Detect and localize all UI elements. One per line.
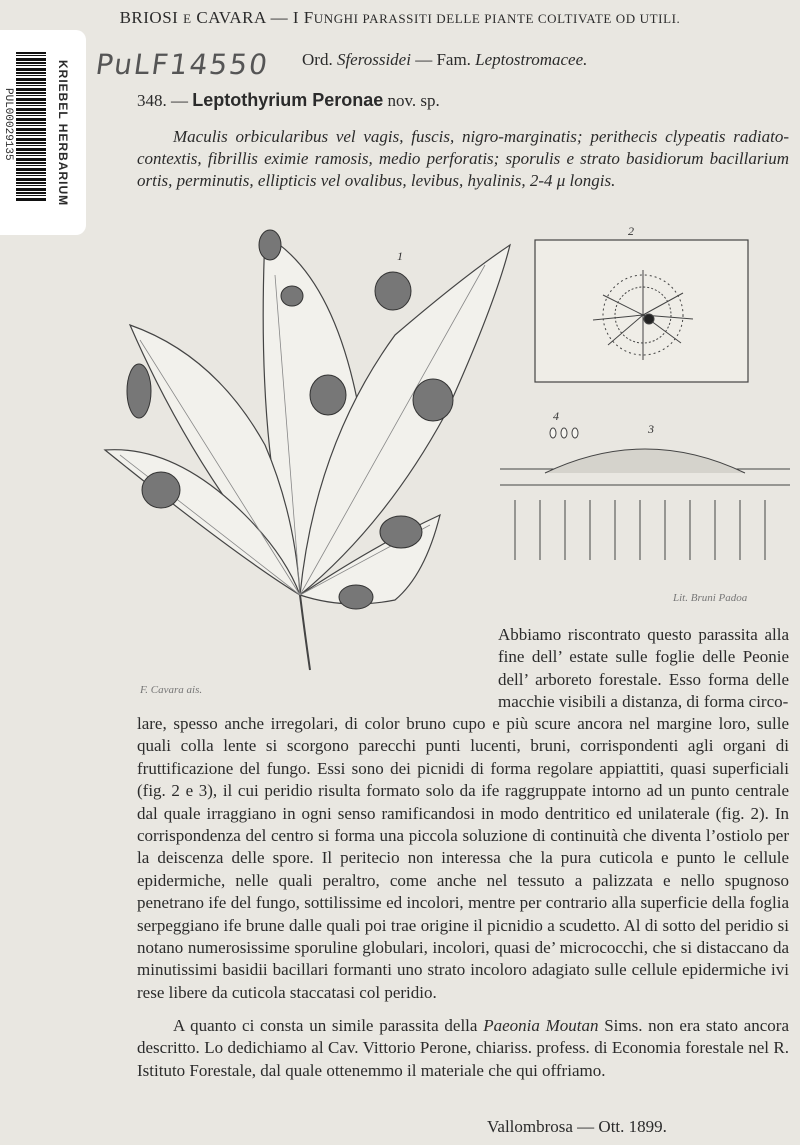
page-header	[0, 8, 800, 28]
figure-3-label: 3	[648, 422, 654, 436]
family-prefix: Fam.	[436, 50, 471, 69]
author-briosi: BRIOSI	[119, 8, 179, 27]
header-separator: —	[270, 8, 289, 27]
handwritten-accession: PuLF14550	[93, 48, 272, 81]
figure-2-panel	[535, 240, 748, 382]
herbarium-label	[0, 30, 86, 235]
family-name: Leptostromacee.	[475, 50, 588, 69]
species-status: nov. sp.	[387, 91, 440, 110]
barcode	[16, 52, 46, 202]
barcode-number: PUL00029135	[2, 88, 14, 161]
paragraph-2-species: Paeonia Moutan	[483, 1016, 599, 1035]
figure-2-label: 2	[628, 224, 634, 238]
classification-separator: —	[415, 50, 433, 69]
classification-line	[302, 50, 587, 70]
herbarium-name: KRIEBEL HERBARIUM	[56, 60, 70, 207]
figure-1-label: 1	[397, 249, 403, 263]
species-heading	[137, 90, 440, 111]
figure-3-section	[500, 449, 790, 560]
figure-4-label: 4	[553, 409, 559, 423]
species-name: Leptothyrium Peronae	[192, 90, 384, 110]
paragraph-1-body: lare, spesso anche irregolari, di color bruno cupo e più scure ancora nel margine loro, sulle quali colla lente si scorgono parecchi punti lucenti, bruni, corrispondenti agli organi di fruttificazione del fungo. Essi sono dei picnidi di forma regolare appiattiti, quasi superficiali (fig. 2 e 3), il cui peridio risulta formato solo da ife raggruppate intorno ad un punto centrale dal quale irraggiano in ogni senso ramificandosi in modo dentritico ed unilaterale (fig. 2). In corrispondenza del centro si forma una piccola soluzione di continuità che diventa l’ostiolo per la deiscenza delle spore. Il peritecio non interessa che la pura cuticola e punto le cellule epidermiche, nelle quali peraltro, come anche nel tessuto a palizzata e nello spugnoso penetrano ife del fungo, sottilissime ed incolori, mentre per contrario alla superficie della foglia serpeggiano ife brune dalle quali poi trae origine il picnidio a scudetto. Al di sotto del peridio si notano numerosissime sporuline globulari, incolori, quasi de’ micrococchi, che si distaccano da minutissimi basidii bacillari formanti uno strato incoloro adagiato sulle cellule epidermiche ivi rese libere da cuticola staccatasi col peridio.	[137, 714, 789, 1002]
paragraph-2	[137, 1015, 789, 1082]
peony-leaf-illustration	[105, 235, 510, 670]
species-number: 348. —	[137, 91, 188, 110]
paragraph-1-intro: Abbiamo riscontrato questo parassita alla fine dell’ estate sulle foglie delle Peonie dell’ arboreto forestale. Esso forma delle macchie visibili a distanza, di forma circo-	[498, 625, 789, 712]
place-date: Vallombrosa — Ott. 1899.	[487, 1117, 667, 1136]
lithographer-signature: Lit. Bruni Padoa	[673, 592, 748, 604]
series-title-initial: I F	[292, 8, 314, 27]
figure-4-spores	[550, 428, 578, 438]
series-title-rest: UNGHI PARASSITI DELLE PIANTE COLTIVATE OD UTILI.	[313, 11, 681, 26]
author-conjunction: E	[183, 11, 192, 26]
paragraph-2-end: Sims. non era stato ancora descritto. Lo dedichiamo al Cav. Vittorio Perone, chiariss. profess. di Economia forestale nel R. Istituto Forestale, dal quale ottenemmo il materiale che qui offriamo.	[137, 1016, 790, 1080]
latin-diagnosis: Maculis orbicularibus vel vagis, fuscis, nigro-marginatis; perithecis clypeatis radiato-contextis, fibrillis eximie ramosis, medio perforatis; sporulis e strato basidiorum bacillarium ortis, perminutis, ellipticis vel ovalibus, levibus, hyalinis, 2-4 μ longis.	[137, 127, 789, 190]
artist-signature: F. Cavara ais.	[140, 684, 203, 696]
order-name: Sferossidei	[336, 50, 411, 69]
author-cavara: CAVARA	[196, 8, 266, 27]
order-prefix: Ord.	[302, 50, 333, 69]
paragraph-2-start: A quanto ci consta un simile parassita della	[173, 1016, 478, 1035]
